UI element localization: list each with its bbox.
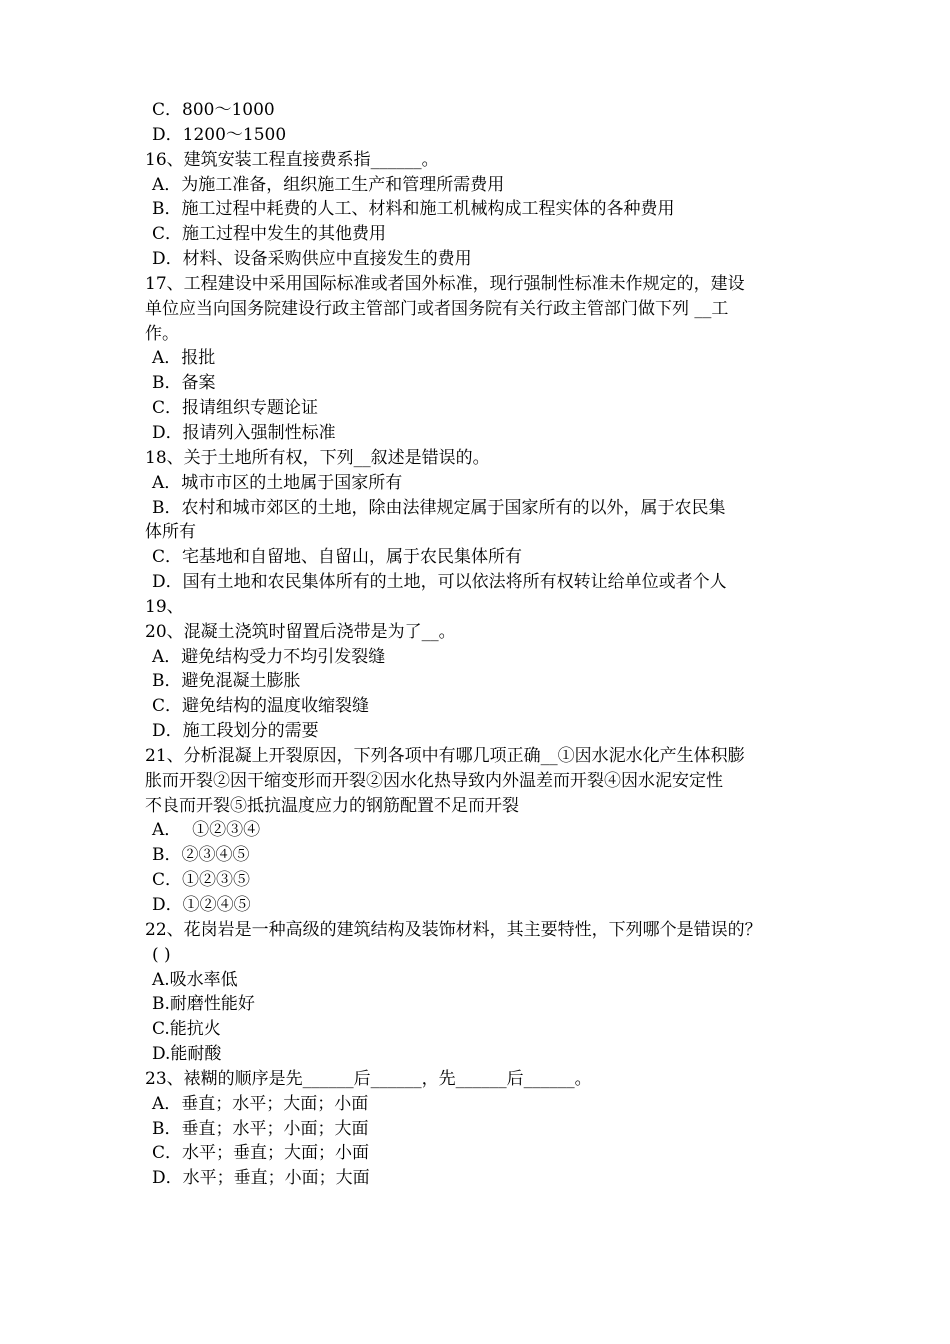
option-line: C．①②③⑤ (152, 870, 251, 891)
option-line: B．备案 (152, 373, 216, 394)
option-line: A． ①②③④ (152, 820, 261, 841)
option-line: A.吸水率低 (152, 969, 238, 990)
question-line: 23、裱糊的顺序是先______后______，先______后______。 (145, 1068, 592, 1089)
option-line: A．城市市区的土地属于国家所有 (152, 472, 403, 493)
question-line: 胀而开裂②因干缩变形而开裂②因水化热导致内外温差而开裂④因水泥安定性 (145, 770, 723, 791)
question-line: 21、分析混凝上开裂原因，下列各项中有哪几项正确__①因水泥水化产生体积膨 (145, 745, 745, 766)
option-line: B．垂直；水平；小面；大面 (152, 1118, 369, 1139)
option-continuation-line: 体所有 (145, 522, 196, 543)
question-line: 作。 (145, 323, 179, 344)
option-line: D.能耐酸 (152, 1044, 222, 1065)
option-line: C.能抗火 (152, 1019, 221, 1040)
question-line: 17、工程建设中采用国际标准或者国外标准，现行强制性标准未作规定的，建设 (145, 273, 745, 294)
option-line: D．施工段划分的需要 (152, 721, 319, 742)
option-line: B．②③④⑤ (152, 845, 250, 866)
option-line: C．避免结构的温度收缩裂缝 (152, 696, 370, 717)
option-line: A．避免结构受力不均引发裂缝 (152, 646, 386, 667)
option-line: D．水平；垂直；小面；大面 (152, 1168, 370, 1189)
option-line: C．800～1000 (152, 100, 275, 120)
question-line: 不良而开裂⑤抵抗温度应力的钢筋配置不足而开裂 (145, 795, 519, 816)
option-line: C．报请组织专题论证 (152, 398, 319, 419)
option-line: D．报请列入强制性标准 (152, 422, 336, 443)
question-line: 22、花岗岩是一种高级的建筑结构及装饰材料，其主要特性，下列哪个是错误的？ (145, 919, 762, 940)
question-line: 19、 (145, 596, 184, 617)
option-line: D．①②④⑤ (152, 895, 251, 915)
option-line: B．避免混凝土膨胀 (152, 671, 301, 692)
question-line: 单位应当向国务院建设行政主管部门或者国务院有关行政主管部门做下列 __工 (145, 298, 729, 319)
option-line: D．1200～1500 (152, 124, 287, 145)
option-line: B.耐磨性能好 (152, 994, 255, 1015)
option-line: D．国有土地和农民集体所有的土地，可以依法将所有权转让给单位或者个人 (152, 572, 727, 593)
option-line: C．水平；垂直；大面；小面 (152, 1143, 370, 1164)
option-line: ( ) (152, 944, 171, 965)
option-line: C．宅基地和自留地、自留山，属于农民集体所有 (152, 547, 523, 568)
question-line: 16、建筑安装工程直接费系指______。 (145, 149, 439, 170)
option-line: A．为施工准备，组织施工生产和管理所需费用 (152, 174, 505, 195)
document-page (145, 98, 810, 1191)
option-line: A．垂直；水平；大面；小面 (152, 1093, 369, 1114)
option-line: B．农村和城市郊区的土地，除由法律规定属于国家所有的以外，属于农民集 (152, 497, 726, 518)
question-line: 20、混凝土浇筑时留置后浇带是为了__。 (145, 621, 456, 642)
option-line: C．施工过程中发生的其他费用 (152, 224, 387, 245)
question-line: 18、关于土地所有权，下列__叙述是错误的。 (145, 447, 490, 468)
option-line: A．报批 (152, 348, 216, 369)
option-line: D．材料、设备采购供应中直接发生的费用 (152, 249, 472, 270)
option-line: B．施工过程中耗费的人工、材料和施工机械构成工程实体的各种费用 (152, 199, 675, 220)
